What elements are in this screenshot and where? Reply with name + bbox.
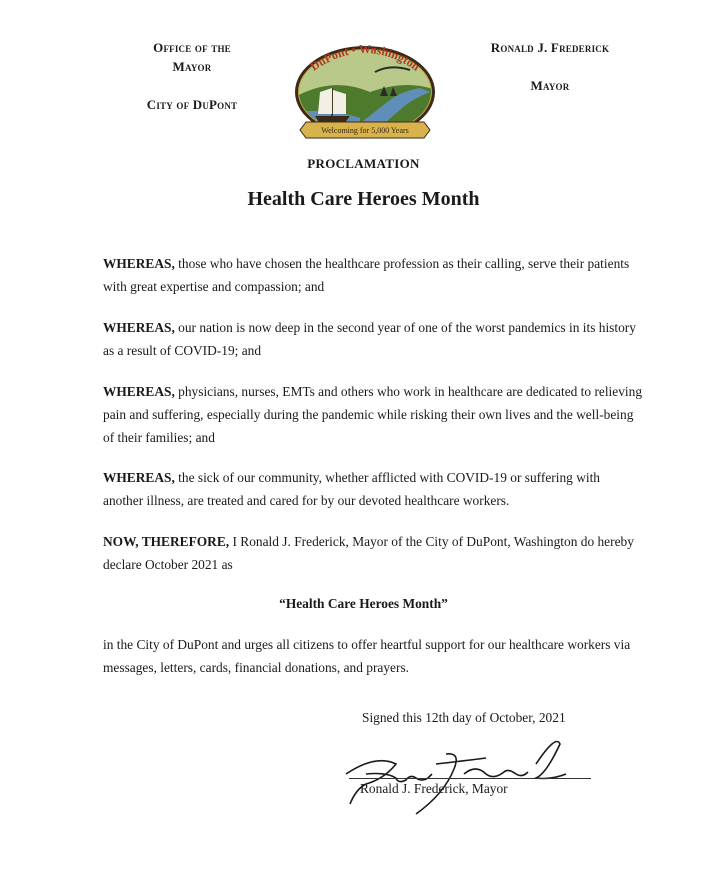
paragraph-lead: NOW, THEREFORE, [103,534,230,549]
paragraph-text: I Ronald J. Frederick, Mayor of the City of DuPont, Washington do hereby declare October 2021 as [103,534,634,572]
signed-date-line: Signed this 12th day of October, 2021 [362,710,566,725]
paragraph-lead: WHEREAS, [103,470,175,485]
paragraph-text: the sick of our community, whether afflicted with COVID-19 or suffering with another illness, are treated and cared for by our devoted healthcare workers. [103,470,600,508]
mayor-name-block [455,38,645,95]
proclamation-label: PROCLAMATION [307,156,420,171]
paragraph-text: those who have chosen the healthcare profession as their calling, serve their patients with great expertise and compassion; and [103,256,630,294]
signature-line [349,778,591,779]
seal-arc-text: DuPont • Washington [307,41,423,74]
whereas-paragraph-4 [103,466,643,512]
seal-banner-text: Welcoming for 5,000 Years [321,126,409,135]
office-line-2: Mayor [172,59,212,74]
declared-title: “Health Care Heroes Month” [279,596,448,611]
office-of-mayor-block [112,38,272,114]
mayor-title: Mayor [530,78,570,93]
city-name: City of DuPont [146,97,238,112]
closing-paragraph: in the City of DuPont and urges all citizens to offer heartful support for our healthcare workers via messages, letters, cards, financial donations, and prayers. [103,637,631,675]
whereas-paragraph-3 [103,380,643,449]
paragraph-text: physicians, nurses, EMTs and others who work in healthcare are dedicated to relieving pain and suffering, especially during the pandemic while risking their own lives and the well-being of their families; and [103,384,643,445]
office-line-1: Office of the [153,40,231,55]
signatory-name: Ronald J. Frederick, Mayor [360,781,508,796]
proclamation-title: Health Care Heroes Month [247,188,480,210]
paragraph-lead: WHEREAS, [103,256,175,271]
now-therefore-paragraph [103,530,643,576]
city-seal-logo [280,30,450,146]
handwritten-signature [336,734,606,824]
whereas-paragraph-2 [103,316,643,362]
paragraph-lead: WHEREAS, [103,320,175,335]
paragraph-lead: WHEREAS, [103,384,175,399]
whereas-paragraph-1 [103,252,643,298]
mayor-name: Ronald J. Frederick [490,40,610,55]
paragraph-text: our nation is now deep in the second year of one of the worst pandemics in its history as a result of COVID-19; and [103,320,636,358]
